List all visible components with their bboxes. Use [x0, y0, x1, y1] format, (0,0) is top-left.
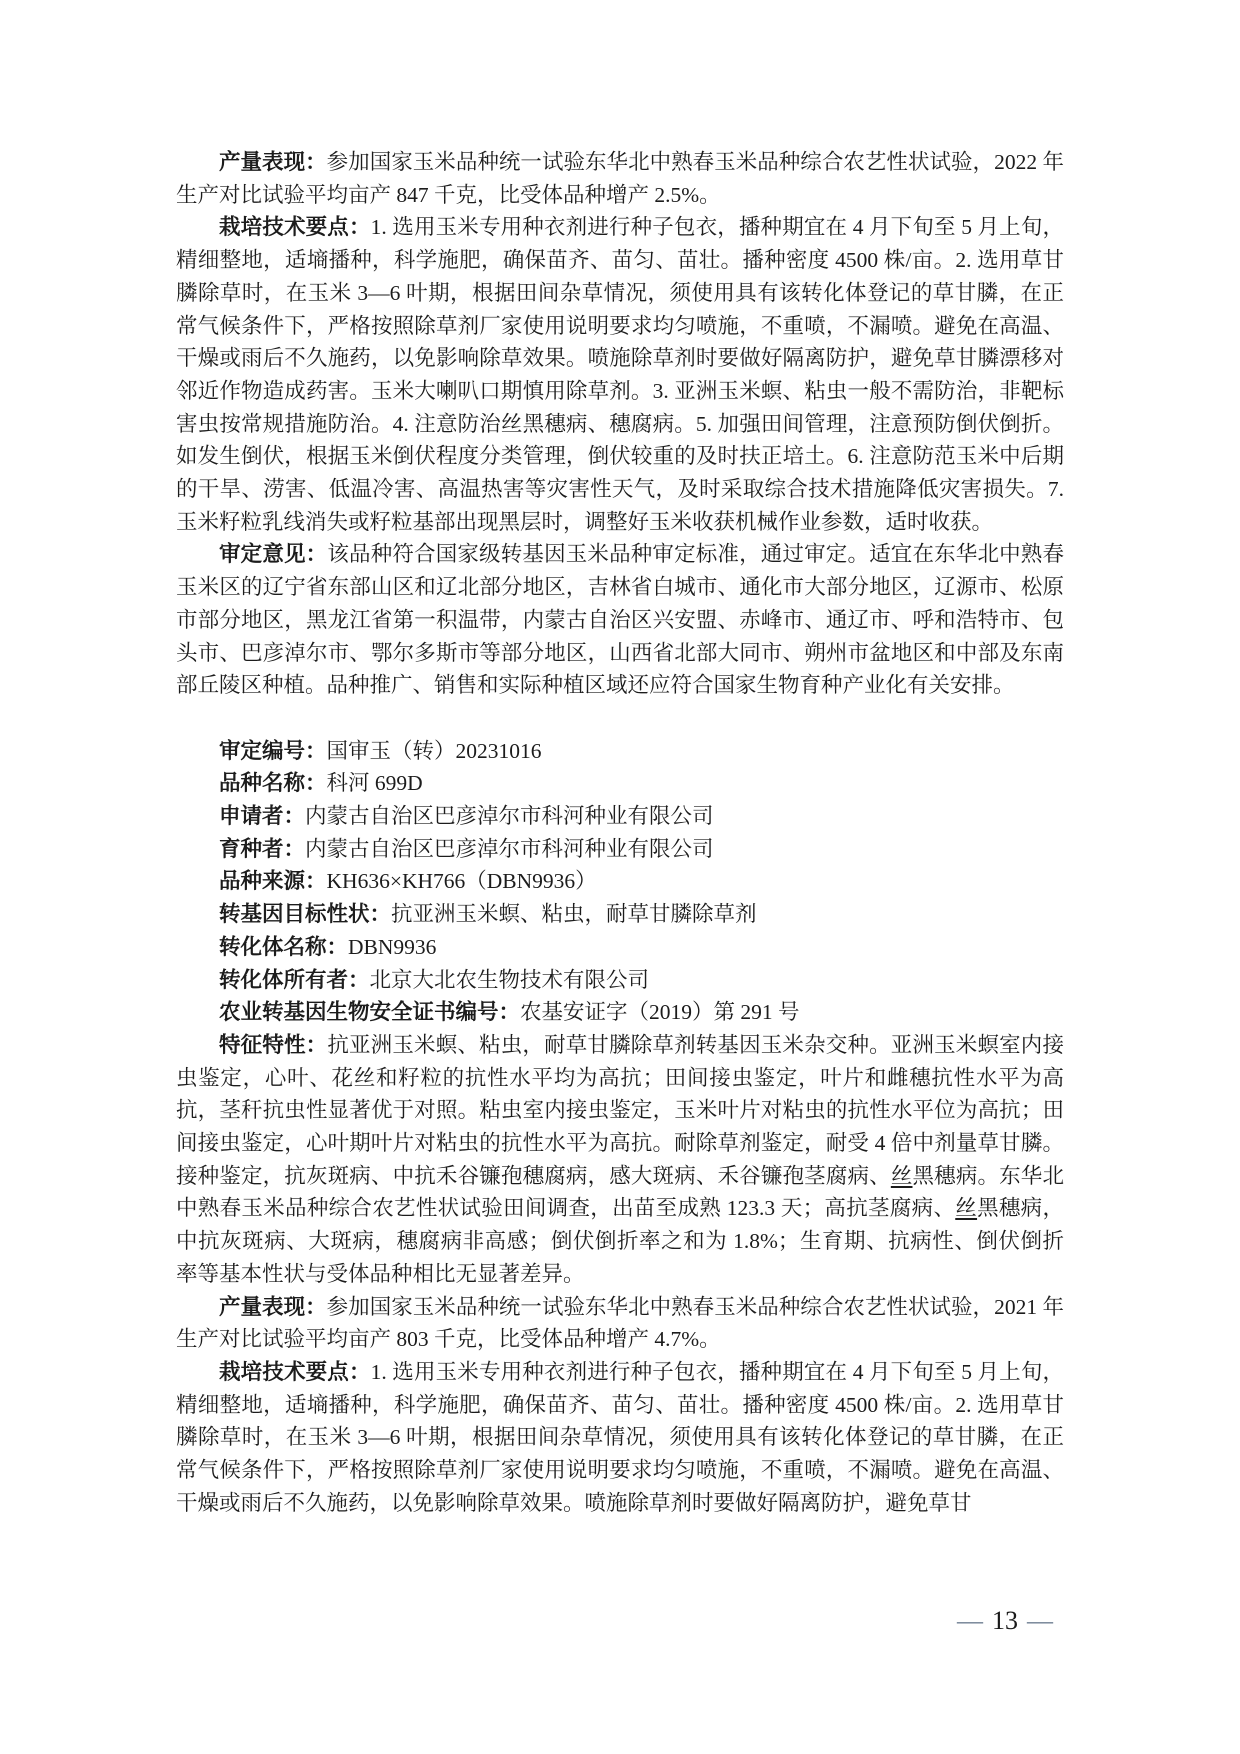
paragraph [176, 1029, 1064, 1291]
page-number-dash-right: — [1027, 1606, 1053, 1635]
paragraph-text: 该品种符合国家级转基因玉米品种审定标准，通过审定。适宜在东华北中熟春玉米区的辽宁省东部山区和辽北部分地区，吉林省白城市、通化市大部分地区，辽源市、松原市部分地区，黑龙江省第一积温带，内蒙古自治区兴安盟、赤峰市、通辽市、呼和浩特市、包头市、巴彦淖尔市、鄂尔多斯市等部分地区，山西省北部大同市、朔州市盆地区和中部及东南部丘陵区种植。品种推广、销售和实际种植区域还应符合国家生物育种产业化有关安排。 [176, 542, 1064, 698]
paragraph [176, 767, 1064, 800]
paragraph [176, 865, 1064, 898]
paragraph [176, 538, 1064, 702]
paragraph-label: 申请者： [219, 804, 306, 829]
paragraph-text: KH636×KH766（DBN9936） [326, 869, 597, 894]
paragraph-label: 栽培技术要点： [219, 215, 371, 240]
page-number-value: 13 [992, 1606, 1018, 1635]
page-number-dash-left: — [957, 1606, 983, 1635]
paragraph-text: 国审玉（转）20231016 [326, 738, 542, 763]
paragraph-text: 参加国家玉米品种统一试验东华北中熟春玉米品种综合农艺性状试验，2021 年生产对比试验平均亩产 803 千克，比受体品种增产 4.7%。 [176, 1294, 1064, 1352]
paragraph-label: 转化体名称： [219, 934, 349, 959]
paragraph-text-underlined: 丝 [890, 1163, 913, 1188]
paragraph-text: 1. 选用玉米专用种衣剂进行种子包衣，播种期宜在 4 月下旬至 5 月上旬，精细整地，适墒播种，科学施肥，确保苗齐、苗匀、苗壮。播种密度 4500 株/亩。2. 选用草甘膦除草时，在玉米 3—6 叶期，根据田间杂草情况，须使用具有该转化体登记的草甘膦，在正常气候条件下，严格按照除草剂厂家使用说明要求均匀喷施，不重喷，不漏喷。避免在高温、干燥或雨后不久施药，以免影响除草效果。喷施除草剂时要做好隔离防护，避免草甘膦漂移对邻近作物造成药害。玉米大喇叭口期慎用除草剂。3. 亚洲玉米螟、粘虫一般不需防治，非靶标害虫按常规措施防治。4. 注意防治丝黑穗病、穗腐病。5. 加强田间管理，注意预防倒伏倒折。如发生倒伏，根据玉米倒伏程度分类管理，倒伏较重的及时扶正培土。6. 注意防范玉米中后期的干旱、涝害、低温冷害、高温热害等灾害性天气，及时采取综合技术措施降低灾害损失。7. 玉米籽粒乳线消失或籽粒基部出现黑层时，调整好玉米收获机械作业参数，适时收获。 [176, 215, 1064, 534]
paragraph-text: 1. 选用玉米专用种衣剂进行种子包衣，播种期宜在 4 月下旬至 5 月上旬，精细整地，适墒播种，科学施肥，确保苗齐、苗匀、苗壮。播种密度 4500 株/亩。2. 选用草甘膦除草时，在玉米 3—6 叶期，根据田间杂草情况，须使用具有该转化体登记的草甘膦，在正常气候条件下，严格按照除草剂厂家使用说明要求均匀喷施，不重喷，不漏喷。避免在高温、干燥或雨后不久施药，以免影响除草效果。喷施除草剂时要做好隔离防护，避免草甘 [176, 1360, 1064, 1515]
text-column [176, 146, 1064, 1520]
paragraph-text: 内蒙古自治区巴彦淖尔市科河种业有限公司 [305, 804, 714, 829]
paragraph-text: 内蒙古自治区巴彦淖尔市科河种业有限公司 [305, 836, 714, 861]
paragraph [176, 1356, 1064, 1520]
paragraph-text: DBN9936 [348, 934, 437, 959]
paragraph-label: 产量表现： [219, 1294, 327, 1319]
paragraph-label: 产量表现： [219, 150, 327, 174]
paragraph [176, 211, 1064, 538]
paragraph [176, 800, 1064, 833]
paragraph-text: 黑穗病，中抗灰斑病、大斑病，穗腐病非高感；倒伏倒折率之和为 1.8%；生育期、抗病性、倒伏倒折率等基本性状与受体品种相比无显著差异。 [176, 1196, 1064, 1286]
paragraph-label: 品种来源： [219, 869, 327, 894]
paragraph-label: 品种名称： [219, 771, 327, 796]
paragraph [176, 931, 1064, 964]
paragraph-label: 栽培技术要点： [219, 1360, 371, 1384]
paragraph [176, 735, 1064, 768]
paragraph-text: 抗亚洲玉米螟、粘虫，耐草甘膦除草剂转基因玉米杂交种。亚洲玉米螟室内接虫鉴定，心叶、花丝和籽粒的抗性水平均为高抗；田间接虫鉴定，叶片和雌穗抗性水平为高抗，茎秆抗虫性显著优于对照。粘虫室内接虫鉴定，玉米叶片对粘虫的抗性水平位为高抗；田间接虫鉴定，心叶期叶片对粘虫的抗性水平为高抗。耐除草剂鉴定，耐受 4 倍中剂量草甘膦。接种鉴定，抗灰斑病、中抗禾谷镰孢穗腐病，感大斑病、禾谷镰孢茎腐病、 [176, 1032, 1064, 1188]
paragraph-label: 农业转基因生物安全证书编号： [219, 1000, 521, 1025]
paragraph [176, 146, 1064, 211]
paragraph-label: 审定意见： [219, 542, 328, 567]
paragraph [176, 996, 1064, 1029]
paragraph-text-underlined: 丝 [955, 1196, 978, 1221]
paragraph-text: 参加国家玉米品种统一试验东华北中熟春玉米品种综合农艺性状试验，2022 年生产对比试验平均亩产 847 千克，比受体品种增产 2.5%。 [176, 150, 1064, 207]
paragraph-label: 转化体所有者： [219, 967, 370, 992]
paragraph [176, 833, 1064, 866]
paragraph [176, 1291, 1064, 1356]
paragraph-text: 北京大北农生物技术有限公司 [369, 967, 650, 992]
paragraph-label: 育种者： [219, 836, 306, 861]
paragraph-text: 黑穗病。东华北中熟春玉米品种综合农艺性状试验田间调查，出苗至成熟 123.3 天；高抗茎腐病、 [176, 1163, 1064, 1221]
paragraph [176, 964, 1064, 997]
page-number [948, 1606, 1062, 1636]
paragraph [176, 898, 1064, 931]
paragraph-text: 抗亚洲玉米螟、粘虫，耐草甘膦除草剂 [391, 902, 757, 927]
paragraph-label: 审定编号： [219, 738, 327, 763]
paragraph-label: 转基因目标性状： [219, 902, 392, 927]
paragraph-label: 特征特性： [219, 1032, 328, 1057]
paragraph-text: 科河 699D [326, 771, 423, 796]
paragraph-text: 农基安证字（2019）第 291 号 [520, 1000, 800, 1025]
